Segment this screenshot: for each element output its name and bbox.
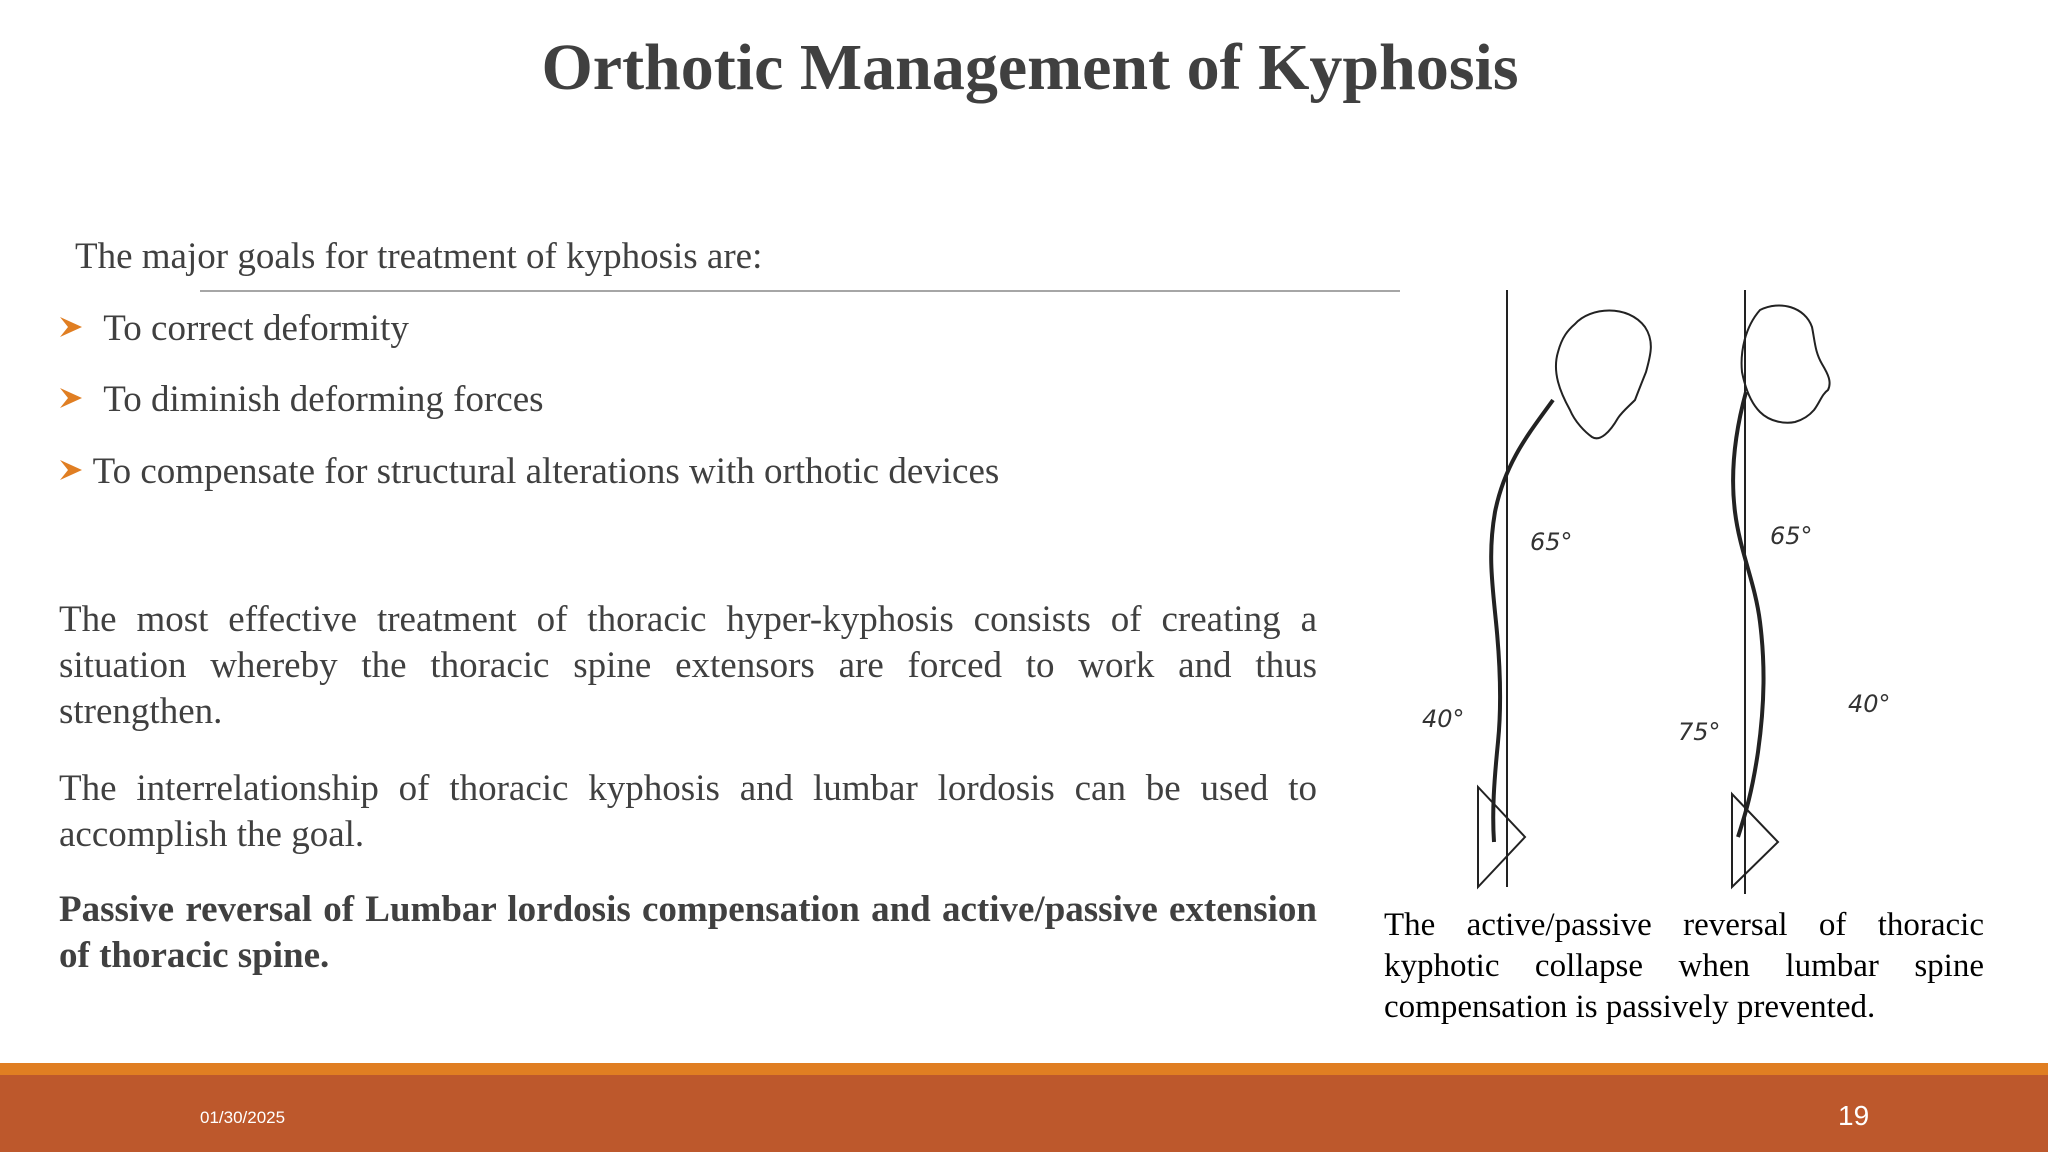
bullet-arrow-icon — [58, 386, 84, 410]
angle-label-left-lower: 40° — [1422, 705, 1465, 733]
pelvis-triangle-right — [1732, 794, 1778, 887]
kyphosis-posture-figure — [1410, 282, 1930, 897]
angle-label-right-upper: 65° — [1770, 522, 1813, 550]
bullet-text: To correct deformity — [103, 308, 409, 349]
bullet-item — [58, 307, 409, 350]
spine-curve-right — [1733, 392, 1763, 837]
bullet-arrow-icon — [58, 315, 84, 339]
footer-bar — [0, 1075, 2048, 1152]
head-outline-left — [1556, 311, 1651, 439]
body-paragraph: The most effective treatment of thoracic hyper-kyphosis consists of creating a situation whereby the thoracic spine extensors are forced to work and thus strengthen. — [59, 599, 1317, 732]
divider — [200, 290, 1400, 292]
body-paragraph: The interrelationship of thoracic kyphosis and lumbar lordosis can be used to accomplish the goal. — [59, 768, 1317, 855]
footer-accent-line — [0, 1063, 2048, 1075]
head-outline-right — [1742, 305, 1830, 422]
bullet-item — [58, 450, 999, 493]
slide-number: 19 — [1838, 1100, 1870, 1131]
figure-caption: The active/passive reversal of thoracic kyphotic collapse when lumbar spine compensation is passively prevented. — [1384, 907, 1984, 1025]
body-paragraph-bold: Passive reversal of Lumbar lordosis compensation and active/passive extension of thoracic spine. — [59, 889, 1317, 976]
intro-text: The major goals for treatment of kyphosis are: — [75, 236, 763, 277]
bullet-arrow-icon — [58, 458, 84, 482]
angle-label-right-lower: 75° — [1678, 718, 1721, 746]
angle-label-left-upper: 65° — [1530, 528, 1573, 556]
angle-label-right-side: 40° — [1848, 690, 1891, 718]
spine-curve-left — [1491, 400, 1553, 842]
pelvis-triangle-left — [1478, 787, 1525, 887]
bullet-text: To compensate for structural alterations with orthotic devices — [92, 451, 1000, 492]
slide-title: Orthotic Management of Kyphosis — [541, 31, 1519, 104]
footer-date: 01/30/2025 — [200, 1108, 286, 1127]
bullet-text: To diminish deforming forces — [103, 379, 544, 420]
bullet-item — [58, 378, 544, 421]
